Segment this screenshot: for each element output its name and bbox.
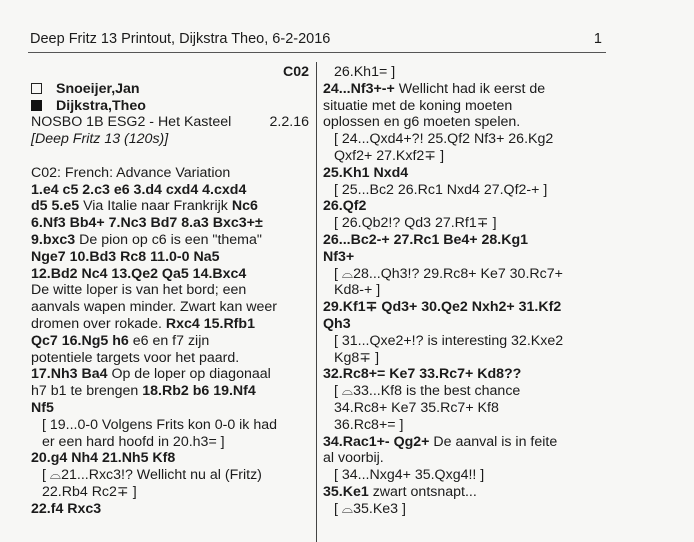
header-rule	[28, 52, 606, 53]
game-line	[323, 383, 598, 400]
game-line	[323, 165, 598, 182]
comment-text: C02: French: Advance Variation	[31, 164, 231, 181]
game-line	[323, 501, 598, 518]
comment-text: Wellicht had ik eerst de	[398, 80, 546, 97]
comment-text: potentiele targets voor het paard.	[31, 349, 240, 366]
game-line	[323, 417, 598, 434]
game-line	[323, 350, 598, 367]
variation-text: [ 26.Qb2!? Qd3 27.Rf1∓ ]	[334, 215, 497, 232]
game-line	[323, 198, 598, 215]
comment-text: dromen over rokade.	[31, 315, 166, 332]
eco-code: C02	[282, 64, 309, 80]
game-line	[323, 434, 598, 451]
game-line	[31, 450, 309, 467]
variation-text: [ ⌓35.Ke3 ]	[334, 500, 406, 517]
variation-text: Qxf2+ 27.Kxf2∓ ]	[334, 147, 445, 164]
game-line	[323, 266, 598, 283]
move-text: Nc6	[231, 198, 258, 215]
game-line	[31, 215, 309, 232]
move-text: Qh3	[323, 315, 351, 332]
white-square-icon	[31, 83, 42, 94]
move-text: Nge7 10.Bd3 Rc8 11.0-0 Na5	[31, 248, 220, 265]
game-line	[323, 299, 598, 316]
move-text: 25.Kh1 Nxd4	[323, 164, 409, 181]
game-line	[31, 282, 309, 299]
event-date: 2.2.16	[269, 114, 309, 131]
game-line	[323, 366, 598, 383]
variation-text: [ 24...Qxd4+?! 25.Qf2 Nf3+ 26.Kg2	[334, 131, 554, 148]
move-text: Nf3+	[323, 248, 355, 265]
game-line	[323, 131, 598, 148]
move-text: 34.Rac1+- Qg2+	[323, 433, 434, 450]
comment-text: aanvals wapen minder. Zwart kan weer	[31, 299, 278, 316]
game-line	[31, 400, 309, 417]
move-text: 24...Nf3+-+	[323, 80, 399, 97]
variation-text: 22.Rb4 Rc2∓ ]	[42, 483, 137, 500]
game-line	[31, 182, 309, 199]
black-square-icon	[31, 100, 42, 111]
move-text: 35.Ke1	[323, 483, 373, 500]
header-title: Deep Fritz 13 Printout, Dijkstra Theo, 6-2-2016	[30, 31, 331, 47]
move-text: 12.Bd2 Nc4 13.Qe2 Qa5 14.Bxc4	[31, 265, 247, 282]
game-line	[31, 266, 309, 283]
variation-text: Kg8∓ ]	[334, 349, 380, 366]
white-player	[31, 81, 309, 98]
move-text: 18.Rb2 b6 19.Nf4	[142, 383, 256, 400]
move-text: 29.Kf1∓ Qd3+ 30.Qe2 Nxh2+ 31.Kf2	[323, 299, 562, 316]
comment-text: Op de loper op diagonaal	[111, 366, 271, 383]
black-player	[31, 98, 309, 115]
variation-text: [ 31...Qxe2+!? is interesting 32.Kxe2	[334, 332, 564, 349]
move-text: 22.f4 Rxc3	[31, 500, 102, 517]
page-header	[30, 30, 602, 48]
game-line	[323, 333, 598, 350]
black-player-name: Dijkstra,Theo	[56, 97, 146, 114]
variation-text: [ 34...Nxg4+ 35.Qxg4!! ]	[334, 467, 485, 484]
game-text-left	[31, 165, 309, 518]
game-line	[323, 98, 598, 115]
game-line	[323, 64, 598, 81]
game-line	[31, 350, 309, 367]
move-text: 20.g4 Nh4 21.Nh5 Kf8	[31, 450, 176, 467]
game-line	[31, 467, 309, 484]
variation-text: 34.Rc8+ Ke7 35.Rc7+ Kf8	[334, 399, 499, 416]
variation-text: er een hard hoofd in 20.h3= ]	[42, 433, 225, 450]
comment-text: e6 en f7 zijn	[132, 332, 210, 349]
move-text: Nf5	[31, 399, 54, 416]
variation-text: [ ⌓33...Kf8 is the best chance	[334, 383, 521, 400]
comment-text: al voorbij.	[323, 450, 384, 467]
comment-text: oplossen en g6 moeten spelen.	[323, 114, 521, 131]
comment-text: situatie met de koning moeten	[323, 97, 513, 114]
variation-text: [ 25...Bc2 26.Rc1 Nxd4 27.Qf2-+ ]	[334, 181, 548, 198]
engine-annotation: [Deep Fritz 13 (120s)]	[31, 131, 169, 148]
event-name: NOSBO 1B ESG2 - Het Kasteel	[31, 114, 232, 131]
move-text: 9.bxc3	[31, 231, 80, 248]
move-text: Qc7 16.Ng5 h6	[31, 332, 133, 349]
spacer	[31, 148, 309, 165]
move-text: d5 5.e5	[31, 198, 84, 215]
right-column	[323, 64, 598, 518]
game-line	[31, 299, 309, 316]
game-line	[31, 249, 309, 266]
game-line	[31, 198, 309, 215]
game-line	[323, 232, 598, 249]
column-divider	[316, 62, 317, 542]
game-line	[31, 232, 309, 249]
comment-text: h7 b1 te brengen	[31, 383, 143, 400]
variation-text: 26.Kh1= ]	[334, 64, 396, 80]
comment-text: zwart ontsnapt...	[372, 483, 477, 500]
game-line	[323, 182, 598, 199]
game-line	[31, 333, 309, 350]
game-line	[323, 316, 598, 333]
move-text: 26.Qf2	[323, 198, 367, 215]
game-line	[31, 165, 309, 182]
game-line	[31, 366, 309, 383]
game-line	[323, 114, 598, 131]
page-number: 1	[593, 31, 602, 47]
game-line	[31, 434, 309, 451]
game-line	[323, 467, 598, 484]
white-player-name: Snoeijer,Jan	[56, 80, 140, 97]
game-line	[31, 316, 309, 333]
game-line	[323, 400, 598, 417]
variation-text: [ ⌓21...Rxc3!? Wellicht nu al (Fritz)	[42, 467, 262, 484]
move-text: 26...Bc2-+ 27.Rc1 Be4+ 28.Kg1	[323, 231, 529, 248]
move-text: 17.Nh3 Ba4	[31, 366, 112, 383]
comment-text: Via Italie naar Frankrijk	[83, 198, 232, 215]
game-line	[323, 450, 598, 467]
game-line	[323, 148, 598, 165]
move-text: 1.e4 c5 2.c3 e6 3.d4 cxd4 4.cxd4	[31, 181, 247, 198]
variation-text: Kd8-+ ]	[334, 282, 381, 299]
game-line	[31, 417, 309, 434]
comment-text: De pion op c6 is een "thema"	[79, 231, 262, 248]
move-text: Rxc4 15.Rfb1	[165, 315, 255, 332]
game-line	[31, 383, 309, 400]
move-text: 6.Nf3 Bb4+ 7.Nc3 Bd7 8.a3 Bxc3+±	[31, 215, 263, 232]
move-text: 32.Rc8+= Ke7 33.Rc7+ Kd8??	[323, 366, 522, 383]
variation-text: [ ⌓28...Qh3!? 29.Rc8+ Ke7 30.Rc7+	[334, 265, 563, 282]
game-line	[323, 215, 598, 232]
event-line	[31, 114, 309, 131]
comment-text: De witte loper is van het bord; een	[31, 282, 247, 299]
left-column	[31, 64, 309, 518]
game-line	[323, 484, 598, 501]
comment-text: De aanval is in feite	[433, 433, 558, 450]
game-text-right	[323, 64, 598, 518]
variation-text: [ 19...0-0 Volgens Frits kon 0-0 ik had	[42, 416, 278, 433]
game-line	[31, 501, 309, 518]
game-line	[323, 282, 598, 299]
game-line	[323, 249, 598, 266]
game-line	[31, 484, 309, 501]
game-line	[323, 81, 598, 98]
variation-text: 36.Rc8+= ]	[334, 416, 404, 433]
